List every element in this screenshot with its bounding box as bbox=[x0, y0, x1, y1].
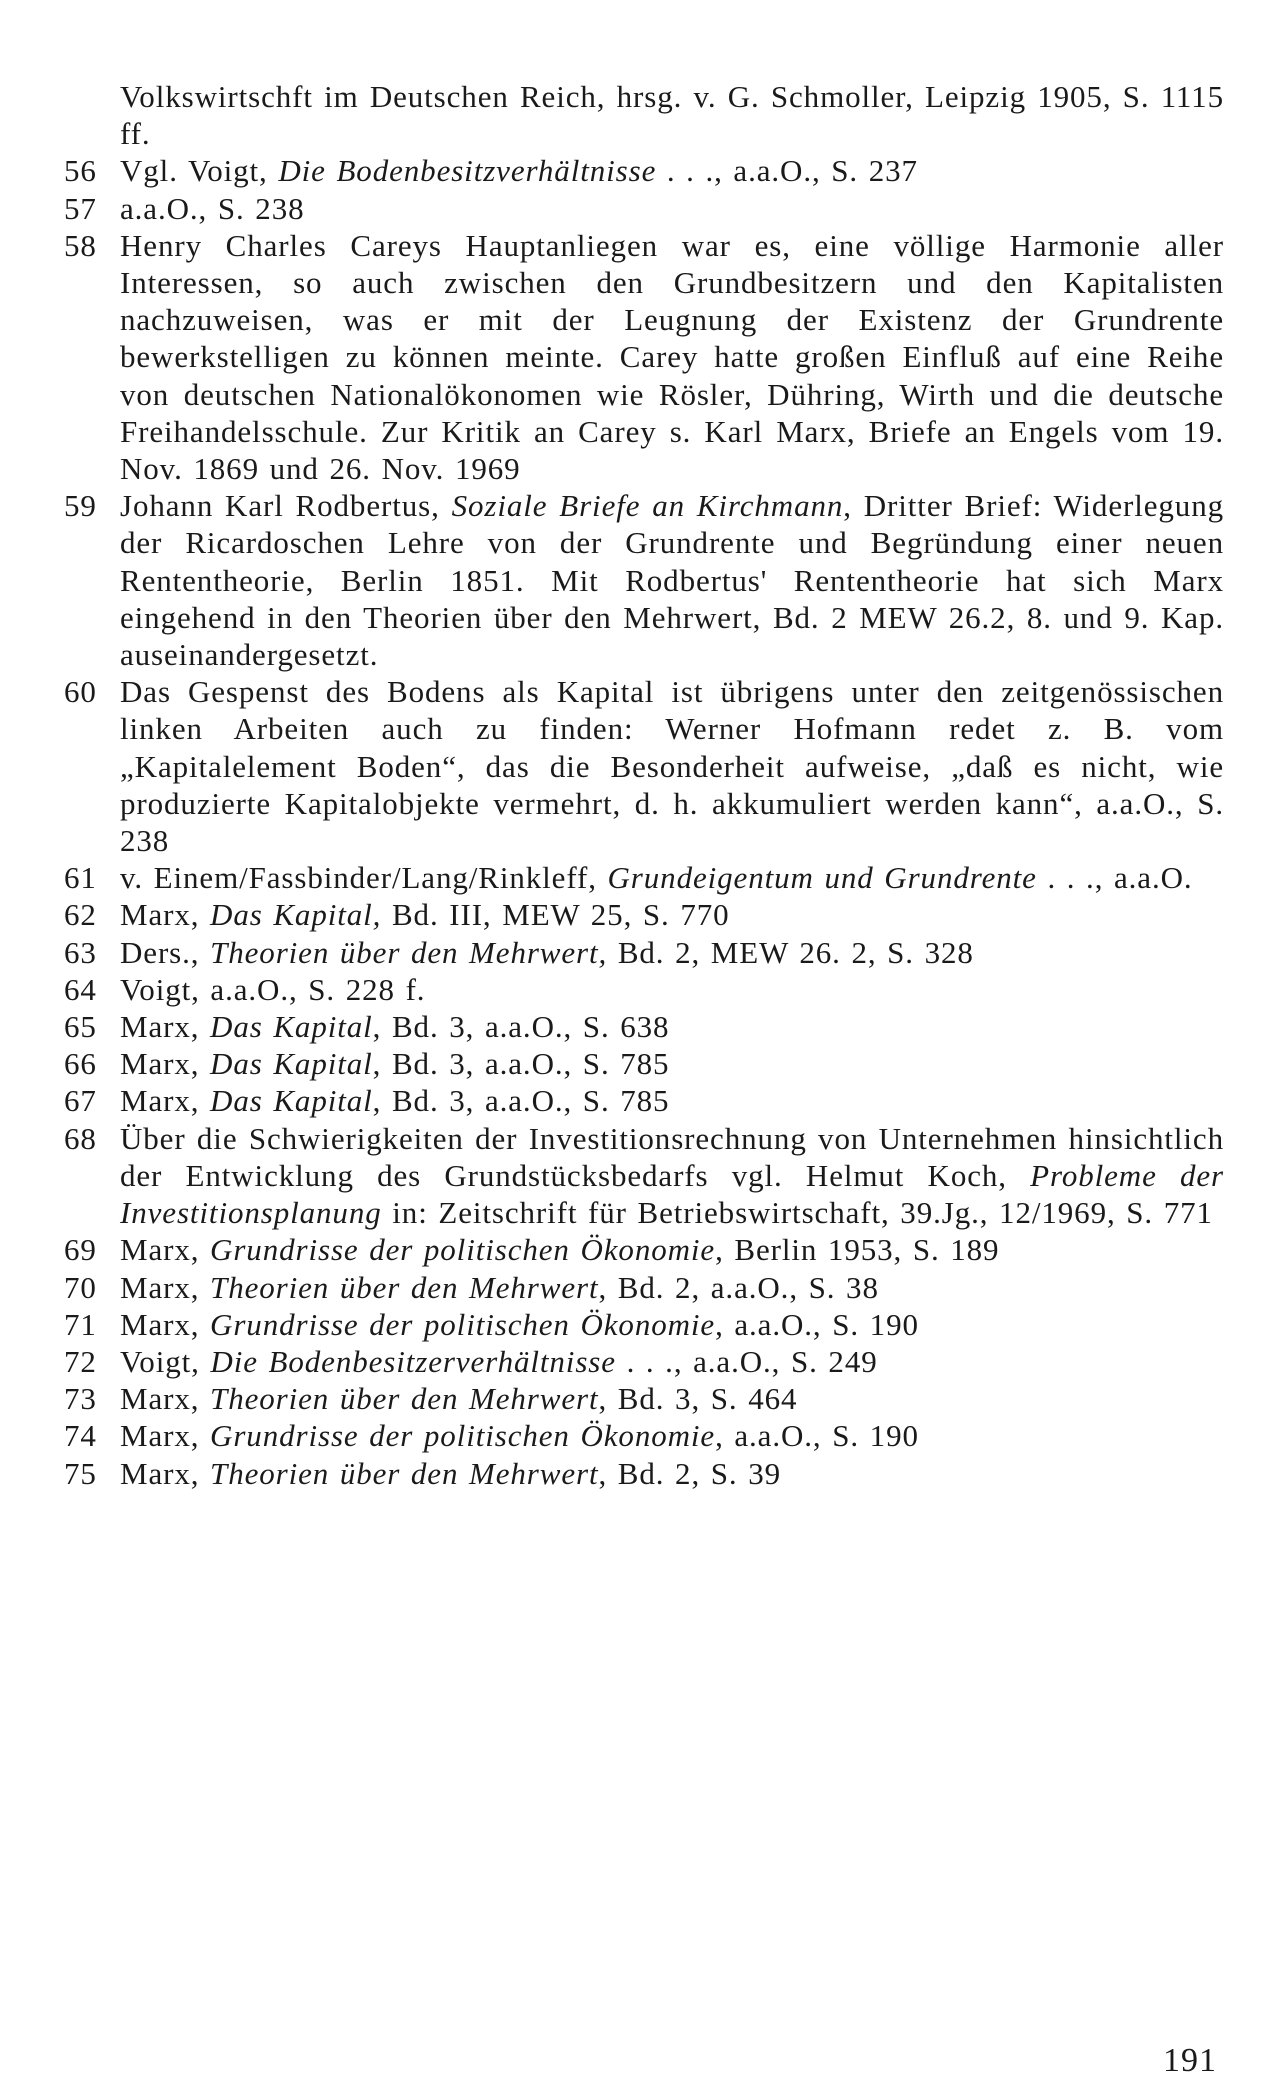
footnote-number: 69 bbox=[64, 1232, 97, 1268]
footnote-title-italic: Das Kapital bbox=[210, 1083, 373, 1119]
footnote-text bbox=[120, 673, 1224, 859]
footnote-number: 65 bbox=[64, 1009, 97, 1045]
footnote-text-segment: Marx, bbox=[120, 1269, 211, 1305]
footnote-text bbox=[120, 1008, 1224, 1045]
footnote-67 bbox=[64, 1082, 1224, 1119]
page-number: 191 bbox=[1163, 2042, 1217, 2079]
footnote-number: 56 bbox=[64, 153, 97, 189]
footnote-title-italic: Grundrisse der politischen Ökonomie bbox=[210, 1306, 716, 1342]
footnote-text bbox=[120, 1231, 1224, 1268]
footnote-65 bbox=[64, 1008, 1224, 1045]
footnote-text-segment: Bd. III, MEW 25, S. 770 bbox=[381, 897, 730, 933]
footnote-text bbox=[120, 1417, 1224, 1454]
footnote-text-segment: , Bd. 2, a.a.O., S. 38 bbox=[598, 1269, 879, 1305]
footnote-text-segment: , Bd. 3, a.a.O., S. 785 bbox=[372, 1083, 670, 1119]
footnote-text-segment: Marx, bbox=[120, 1455, 211, 1491]
footnote-text-segment: Marx, bbox=[120, 897, 211, 933]
footnote-text bbox=[120, 1120, 1224, 1232]
footnote-title-italic: Grundrisse der politischen Ökonomie bbox=[210, 1232, 716, 1268]
footnote-text-segment: Das Gespenst des Bodens als Kapital ist übrigens unter den zeitgenössischen linken Arbeiten auch zu finden: Werner Hofmann redet z. B. vom „Kapitalelement Boden“, das die Besonderheit aufweise, „daß es nicht, wie produzierte Kapitalobjekte vermehrt, d. h. akkumuliert werden kann“, a.a.O., S. 238 bbox=[120, 674, 1224, 859]
footnote-70 bbox=[64, 1269, 1224, 1306]
footnote-68 bbox=[64, 1120, 1224, 1232]
footnote-number: 68 bbox=[64, 1120, 97, 1156]
footnote-title-italic: Grundeigentum und Grundrente bbox=[607, 860, 1037, 896]
footnote-text bbox=[120, 1380, 1224, 1417]
footnote-text bbox=[120, 1082, 1224, 1119]
footnote-title-italic: Das Kapital, bbox=[210, 897, 382, 933]
footnote-number: 72 bbox=[64, 1343, 97, 1379]
footnote-title-italic: Theorien über den Mehrwert, bbox=[210, 934, 608, 970]
footnote-title-italic: Das Kapital bbox=[210, 1009, 373, 1045]
footnote-text bbox=[120, 1343, 1224, 1380]
footnote-text-segment: , Berlin 1953, S. 189 bbox=[715, 1232, 1000, 1268]
footnote-title-italic: Das Kapital bbox=[210, 1046, 373, 1082]
footnote-text-segment: Henry Charles Careys Hauptanliegen war es, eine völlige Harmonie aller Interessen, so auch zwischen den Grundbesitzern und den Kapitalisten nachzuweisen, was er mit der Leugnung der Existenz der Grundrente bewerkstelligen zu können meinte. Carey hatte großen Einfluß auf eine Reihe von deutschen Nationalökonomen wie Rösler, Dühring, Wirth und die deutsche Freihandelsschule. Zur Kritik an Carey s. Karl Marx, Briefe an Engels vom 19. Nov. 1869 und 26. Nov. 1969 bbox=[120, 227, 1224, 487]
footnote-text-segment: Vgl. Voigt, bbox=[120, 153, 279, 189]
footnote-number: 61 bbox=[64, 860, 97, 896]
footnote-text-segment: , a.a.O., S. 190 bbox=[715, 1306, 919, 1342]
footnote-62 bbox=[64, 896, 1224, 933]
footnote-text-segment: in: Zeitschrift für Betriebswirtschaft, 39.Jg., 12/1969, S. 771 bbox=[381, 1195, 1213, 1231]
footnote-continuation: Volkswirtschft im Deutschen Reich, hrsg. v. G. Schmoller, Leipzig 1905, S. 1115 ff. bbox=[120, 79, 1224, 152]
footnote-number: 64 bbox=[64, 971, 97, 1007]
footnote-71 bbox=[64, 1306, 1224, 1343]
footnote-56 bbox=[64, 152, 1224, 189]
footnote-text bbox=[120, 152, 1224, 189]
footnote-72 bbox=[64, 1343, 1224, 1380]
footnote-number: 63 bbox=[64, 934, 97, 970]
footnote-text-segment: , Bd. 3, a.a.O., S. 785 bbox=[372, 1046, 670, 1082]
footnote-title-italic: Grundrisse der politischen Ökonomie bbox=[210, 1418, 716, 1454]
footnote-64 bbox=[64, 971, 1224, 1008]
footnote-text-segment: Marx, bbox=[120, 1306, 211, 1342]
footnote-text-segment: Johann Karl Rodbertus, bbox=[120, 488, 452, 524]
footnote-58 bbox=[64, 227, 1224, 487]
footnote-57 bbox=[64, 190, 1224, 227]
footnote-text-segment: Marx, bbox=[120, 1083, 211, 1119]
footnote-text-segment: v. Einem/Fassbinder/Lang/Rinkleff, bbox=[120, 860, 608, 896]
footnote-text-segment: , Bd. 2, S. 39 bbox=[598, 1455, 782, 1491]
footnote-61 bbox=[64, 859, 1224, 896]
footnote-number: 59 bbox=[64, 488, 97, 524]
footnote-number: 75 bbox=[64, 1455, 97, 1491]
footnote-number: 66 bbox=[64, 1046, 97, 1082]
footnote-text-segment: Marx, bbox=[120, 1232, 211, 1268]
footnote-number: 60 bbox=[64, 674, 97, 710]
footnote-title-italic: Die Bodenbesitzerverhältnisse bbox=[210, 1343, 616, 1379]
footnote-73 bbox=[64, 1380, 1224, 1417]
footnote-text bbox=[120, 896, 1224, 933]
footnote-number: 67 bbox=[64, 1083, 97, 1119]
footnote-number: 62 bbox=[64, 897, 97, 933]
footnote-title-italic: Soziale Briefe an Kirchmann bbox=[451, 488, 844, 524]
footnote-text bbox=[120, 859, 1224, 896]
footnote-text-segment: , Bd. 3, a.a.O., S. 638 bbox=[372, 1009, 670, 1045]
footnote-number: 74 bbox=[64, 1418, 97, 1454]
footnote-59 bbox=[64, 487, 1224, 673]
footnote-text-segment: . . ., a.a.O., S. 237 bbox=[656, 153, 918, 189]
footnote-number: 57 bbox=[64, 190, 97, 226]
footnote-text bbox=[120, 1306, 1224, 1343]
footnote-text-segment: Marx, bbox=[120, 1381, 211, 1417]
footnote-title-italic: Die Bodenbesitzverhältnisse bbox=[278, 153, 657, 189]
footnote-title-italic: Theorien über den Mehrwert bbox=[210, 1269, 599, 1305]
footnote-60 bbox=[64, 673, 1224, 859]
footnote-title-italic: Theorien über den Mehrwert bbox=[210, 1381, 599, 1417]
footnote-title-italic: Probleme der Investitionsplanung bbox=[120, 1157, 1224, 1231]
footnote-text-segment: Über die Schwierigkeiten der Investitionsrechnung von Unternehmen hinsichtlich der Entwicklung des Grundstücksbedarfs vgl. Helmut Koch, bbox=[120, 1120, 1224, 1193]
footnote-69 bbox=[64, 1231, 1224, 1268]
footnote-text bbox=[120, 1269, 1224, 1306]
footnote-text bbox=[120, 227, 1224, 487]
footnote-number: 58 bbox=[64, 227, 97, 263]
footnote-text-segment: , a.a.O., S. 190 bbox=[715, 1418, 919, 1454]
footnote-text-segment: Voigt, a.a.O., S. 228 f. bbox=[120, 971, 426, 1007]
footnote-text-segment: Marx, bbox=[120, 1418, 211, 1454]
footnote-number: 71 bbox=[64, 1306, 97, 1342]
footnote-text-segment: . . ., a.a.O. bbox=[1036, 860, 1193, 896]
footnote-text bbox=[120, 934, 1224, 971]
footnote-63 bbox=[64, 934, 1224, 971]
footnote-text-segment: Voigt, bbox=[120, 1343, 211, 1379]
footnote-text bbox=[120, 190, 1224, 227]
footnote-number: 70 bbox=[64, 1269, 97, 1305]
footnote-text-segment: Marx, bbox=[120, 1046, 211, 1082]
footnote-75 bbox=[64, 1455, 1224, 1492]
footnote-text-segment: , Dritter Brief: Widerlegung der Ricardoschen Lehre von der Grundrente und Begründung einer neuen Rententheorie, Berlin 1851. Mit Rodbertus' Rententheorie hat sich Marx eingehend in den Theorien über den Mehrwert, Bd. 2 MEW 26.2, 8. und 9. Kap. auseinandergesetzt. bbox=[120, 488, 1224, 673]
footnote-text-segment: Bd. 2, MEW 26. 2, S. 328 bbox=[607, 934, 974, 970]
footnote-title-italic: Theorien über den Mehrwert bbox=[210, 1455, 599, 1491]
footnote-text-segment: a.a.O., S. 238 bbox=[120, 190, 305, 226]
footnote-text bbox=[120, 971, 1224, 1008]
footnotes-list bbox=[64, 78, 1224, 1492]
footnote-text-segment: Ders., bbox=[120, 934, 211, 970]
footnote-text bbox=[120, 487, 1224, 673]
footnote-text bbox=[120, 1455, 1224, 1492]
footnote-number: 73 bbox=[64, 1381, 97, 1417]
footnote-74 bbox=[64, 1417, 1224, 1454]
footnote-66 bbox=[64, 1045, 1224, 1082]
footnote-text-segment: Marx, bbox=[120, 1009, 211, 1045]
footnote-text-segment: . . ., a.a.O., S. 249 bbox=[615, 1343, 878, 1379]
footnote-text bbox=[120, 1045, 1224, 1082]
footnote-entries bbox=[64, 152, 1224, 1491]
footnote-text-segment: , Bd. 3, S. 464 bbox=[598, 1381, 798, 1417]
